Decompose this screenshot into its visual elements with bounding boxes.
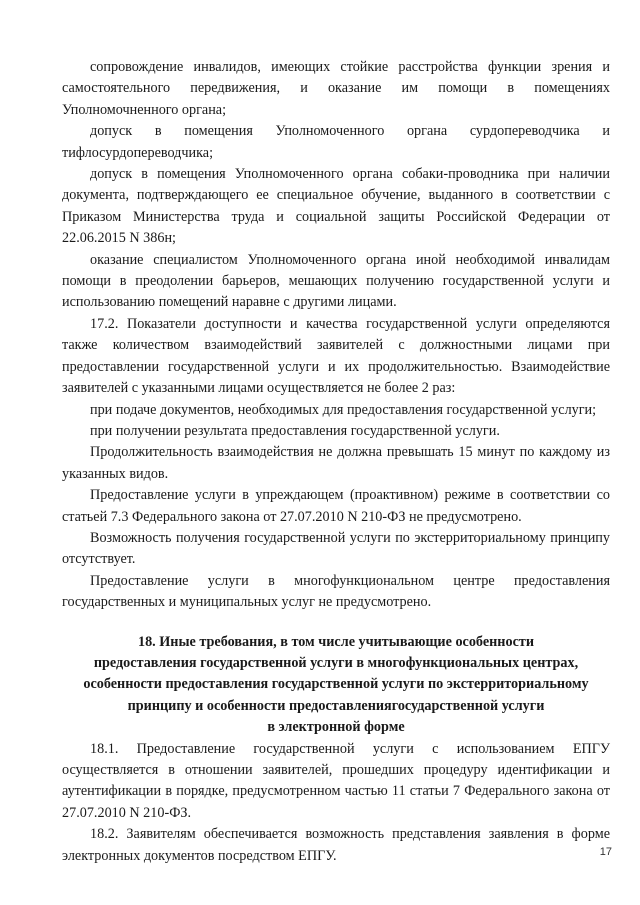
paragraph-extraterritorial: Возможность получения государственной услуги по экстерриториальному принципу отсутствует. — [62, 529, 610, 568]
heading-line: в электронной форме — [267, 719, 405, 736]
paragraph-receipt: при получении результата предоставления государственной услуги. — [90, 422, 500, 439]
paragraph-proactive: Предоставление услуги в упреждающем (проактивном) режиме в соответствии со статьей 7.3 Федерального закона от 27.07.2010 N 210-ФЗ не предусмотрено. — [62, 487, 610, 525]
paragraph-duration: Продолжительность взаимодействия не должна превышать 15 минут по каждому из указанных видов. — [62, 444, 610, 482]
paragraph-sign-interpreter: допуск в помещения Уполномоченного органа сурдопереводчика и тифлосурдопереводчика; — [62, 123, 610, 161]
paragraph-18-1: 18.1. Предоставление государственной услуги с использованием ЕПГУ осуществляется в отношении заявителей, прошедших процедуру идентификации и аутентификации в порядке, предусмотренном частью 11 статьи 7 Федерального закона от 27.07.2010 N 210-ФЗ. — [62, 740, 610, 821]
heading-line: особенности предоставления государственной услуги по экстерриториальному — [83, 676, 589, 693]
heading-line: предоставления государственной услуги в многофункциональных центрах, — [93, 654, 579, 671]
paragraph-escort: сопровождение инвалидов, имеющих стойкие расстройства функции зрения и самостоятельного передвижения, и оказание им помощи в помещениях Уполномочненного органа; — [62, 59, 610, 118]
paragraph-18-2: 18.2. Заявителям обеспечивается возможность представления заявления в форме электронных документов посредством ЕПГУ. — [62, 826, 610, 864]
page-number: 17 — [599, 846, 612, 858]
paragraph-17-2: 17.2. Показатели доступности и качества государственной услуги определяются также количеством взаимодействий заявителей с должностными лицами при предоставлении государственной услуги и их продолжительностью. Взаимодействие заявителей с указанными лицами осуществляется не более 2 раз: — [62, 315, 610, 397]
paragraph-submission: при подаче документов, необходимых для предоставления государственной услуги; — [90, 401, 597, 418]
paragraph-mfc: Предоставление услуги в многофункциональном центре предоставления государственных и муниципальных услуг не предусмотрено. — [62, 572, 610, 611]
paragraph-assistance: оказание специалистом Уполномоченного органа иной необходимой инвалидам помощи в преодолении барьеров, мешающих получению государственной услуги и использованию помещений наравне с другими лицами. — [62, 251, 610, 311]
paragraph-guide-dog: допуск в помещения Уполномоченного органа собаки-проводника при наличии документа, подтверждающего ее специальное обучение, выданного в соответствии с Приказом Министерства труда и социальной защиты Российской Федерации от 22.06.2015 N 386н; — [62, 166, 610, 247]
section-18-heading — [62, 632, 610, 739]
heading-line: принципу и особенности предоставлениягосударственной услуги — [127, 697, 545, 714]
page-content — [62, 57, 610, 867]
heading-line: 18. Иные требования, в том числе учитывающие особенности — [137, 633, 535, 650]
